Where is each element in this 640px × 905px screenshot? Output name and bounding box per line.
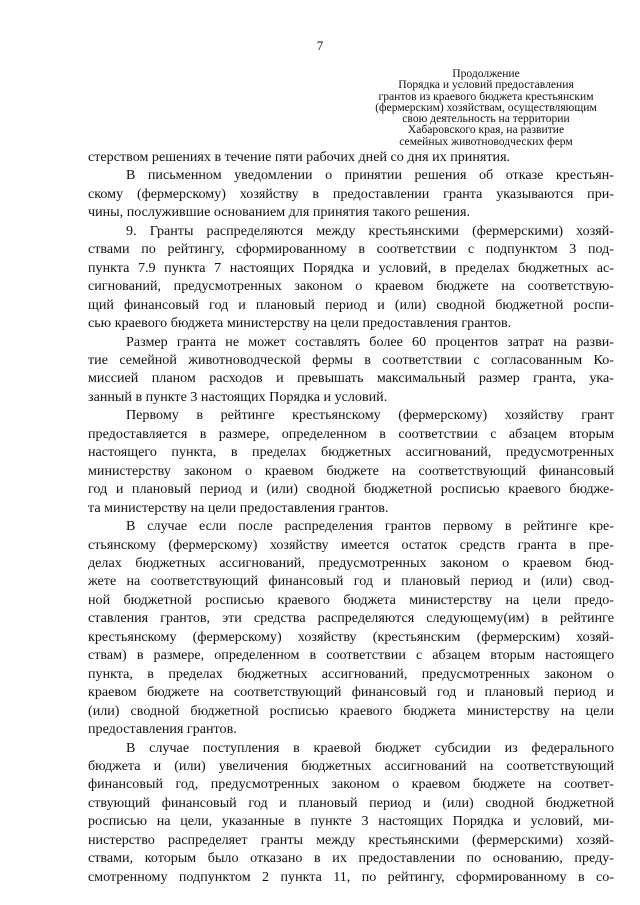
text-line: делах бюджетных ассигнований, предусмотренных законом о краевом бюд- (88, 554, 614, 571)
text-line: росписью на цели, указанные в пункте 3 настоящих Порядка и условий, ми- (88, 813, 614, 830)
header-note-line: (фермерским) хозяйствам, осуществляющим (375, 100, 597, 114)
body-text (88, 148, 614, 886)
header-note-line: Хабаровского края, на развитие (407, 123, 565, 137)
text-line: смотренному подпунктом 2 пункта 11, по рейтингу, сформированному в со- (88, 868, 614, 885)
text-line: финансовый год, предусмотренных законом о краевом бюджете на соответ- (88, 776, 614, 793)
text-line: крестьянскому (фермерскому) хозяйству (крестьянским (фермерским) хозяй- (88, 628, 614, 645)
text-line: та министерству на цели предоставления грантов. (88, 499, 389, 516)
header-note-line: свою деятельность на территории (402, 112, 570, 126)
text-line: министерству законом о краевом бюджете на соответствующий финансовый (88, 462, 614, 479)
text-line: В случае если после распределения грантов первому в рейтинге кре- (126, 518, 614, 535)
text-line: (или) сводной бюджетной росписью краевого бюджета министерству на цели (88, 702, 614, 719)
text-line: стерством решениях в течение пяти рабочих дней со дня их принятия. (88, 149, 511, 165)
text-line: сигнований, предусмотренных законом о краевом бюджете на соответствую- (88, 278, 614, 295)
text-line: ной бюджетной росписью краевого бюджета министерству на цели предо- (88, 591, 614, 608)
text-line: краевом бюджете на соответствующий финансовый год и плановый период и (88, 684, 614, 701)
text-line: нистерство распределяет гранты между крестьянскими (фермерскими) хозяй- (88, 831, 614, 848)
text-line: сью краевого бюджета министерству на цели предоставления грантов. (88, 315, 512, 332)
text-line: ствами по рейтингу, сформированному в соответствии с подпунктом 3 под- (88, 241, 614, 258)
text-line: занный в пункте 3 настоящих Порядка и условий. (88, 388, 388, 405)
header-note-line: Порядка и условий предоставления (398, 78, 574, 92)
text-line: ставления грантов, эти средства распределяются следующему(им) в рейтинге (88, 610, 614, 627)
text-line: ствам) в размере, определенном в соответствии с абзацем вторым настоящего (88, 647, 614, 664)
text-line: предоставляется в размере, определенном в соответствии с абзацем вторым (88, 425, 614, 442)
text-line: пункта, в пределах бюджетных ассигнований, предусмотренных законом о (88, 665, 614, 682)
text-line: В письменном уведомлении о принятии решения об отказе крестьян- (126, 167, 614, 184)
text-line: скому (фермерскому) хозяйству в предоставлении гранта указываются при- (88, 185, 614, 202)
text-line: Размер гранта не может составлять более 60 процентов затрат на разви- (126, 333, 614, 350)
text-line: предоставления грантов. (88, 721, 237, 738)
text-line: щий финансовый год и плановый период и (или) сводной бюджетной роспи- (88, 296, 614, 313)
header-note (360, 68, 612, 147)
text-line: настоящего пункта, в пределах бюджетных ассигнований, предусмотренных (88, 444, 614, 461)
text-line: жете на соответствующий финансовый год и плановый период и (или) свод- (88, 573, 614, 590)
text-line: миссией планом расходов и превышать максимальный размер гранта, ука- (88, 370, 614, 387)
text-line: 9. Гранты распределяются между крестьянскими (фермерскими) хозяй- (126, 222, 614, 239)
text-line: год и плановый период и (или) сводной бюджетной росписью краевого бюдже- (88, 481, 614, 498)
text-line: пункта 7.9 пункта 7 настоящих Порядка и условий, в пределах бюджетных ас- (88, 259, 614, 276)
text-line: чины, послужившие основанием для принятия такого решения. (88, 204, 470, 221)
page-number: 7 (316, 38, 324, 53)
text-line: тие семейной животноводческой фермы в соответствии с согласованным Ко- (88, 351, 614, 368)
text-line: В случае поступления в краевой бюджет субсидии из федерального (126, 739, 614, 756)
text-line: бюджета и (или) увеличения бюджетных ассигнований на соответствующий (88, 757, 614, 774)
header-note-line: семейных животноводческих ферм (399, 134, 573, 148)
text-line: ствами, которым было отказано в их предоставлении по основанию, преду- (88, 850, 614, 867)
text-line: ствующий финансовый год и плановый период и (или) сводной бюджетной (88, 794, 614, 811)
header-note-line: Продолжение (452, 67, 520, 80)
text-line: Первому в рейтинге крестьянскому (фермерскому) хозяйству грант (126, 407, 614, 424)
text-line: стьянскому (фермерскому) хозяйству имеется остаток средств гранта в пре- (88, 536, 614, 553)
header-note-line: грантов из краевого бюджета крестьянским (378, 89, 594, 103)
